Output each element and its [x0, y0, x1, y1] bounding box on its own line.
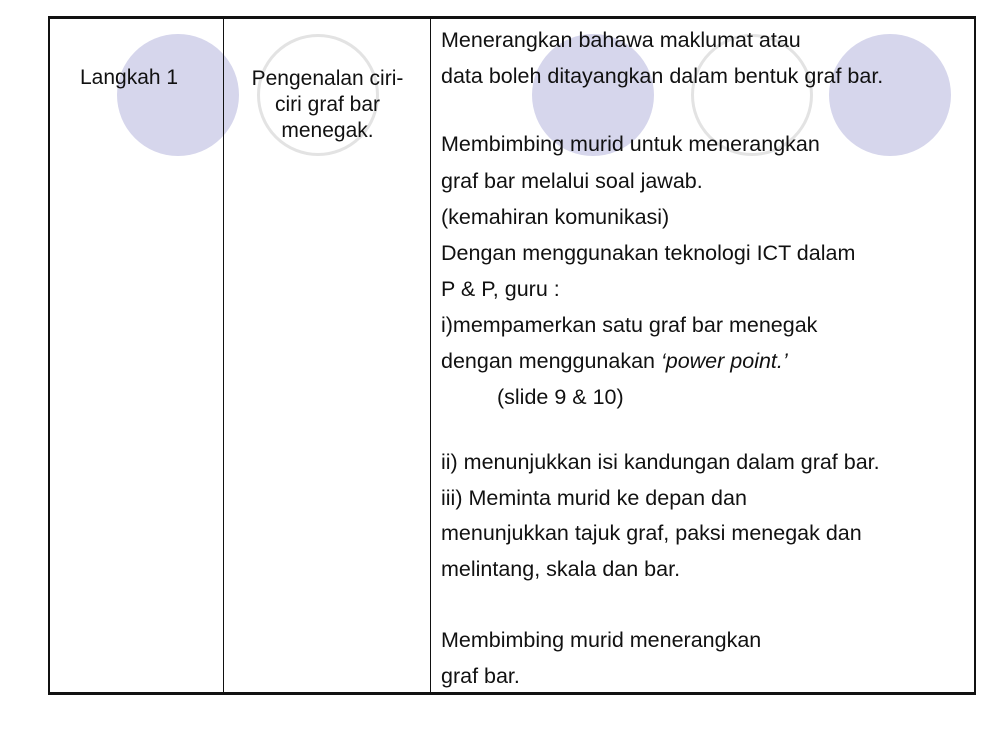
content-line-9 [441, 349, 788, 374]
content-line-15: Membimbing murid menerangkan [441, 628, 762, 652]
step-title-line-3: menegak. [281, 119, 374, 142]
content-line-1: Menerangkan bahawa maklumat atau [441, 28, 801, 52]
content-line-4: graf bar melalui soal jawab. [441, 169, 703, 193]
content-line-10: (slide 9 & 10) [497, 385, 624, 409]
content-line-3: Membimbing murid untuk menerangkan [441, 132, 820, 156]
content-line-7: P & P, guru : [441, 277, 560, 301]
step-title-line-2: ciri graf bar [274, 93, 381, 116]
content-line-14: melintang, skala dan bar. [441, 557, 681, 581]
content-line-6: Dengan menggunakan teknologi ICT dalam [441, 241, 856, 265]
step-title [228, 66, 427, 144]
step-title-line-1: Pengenalan ciri- [251, 67, 404, 90]
content-line-9-text: dengan menggunakan [441, 349, 661, 373]
content-line-8: i)mempamerkan satu graf bar menegak [441, 313, 818, 337]
content-line-2: data boleh ditayangkan dalam bentuk graf bar. [441, 64, 884, 88]
power-point-term: ‘power point.’ [660, 349, 788, 373]
step-label: Langkah 1 [80, 66, 179, 89]
content-line-12: iii) Meminta murid ke depan dan [441, 486, 747, 510]
content-line-16: graf bar. [441, 664, 520, 688]
content-line-13: menunjukkan tajuk graf, paksi menegak dan [441, 521, 862, 545]
content-line-5: (kemahiran komunikasi) [441, 205, 670, 229]
content-line-11: ii) menunjukkan isi kandungan dalam graf bar. [441, 450, 880, 474]
content-cell [431, 19, 974, 692]
step-cell [50, 19, 224, 692]
title-cell [224, 19, 431, 692]
lesson-table [48, 16, 976, 695]
